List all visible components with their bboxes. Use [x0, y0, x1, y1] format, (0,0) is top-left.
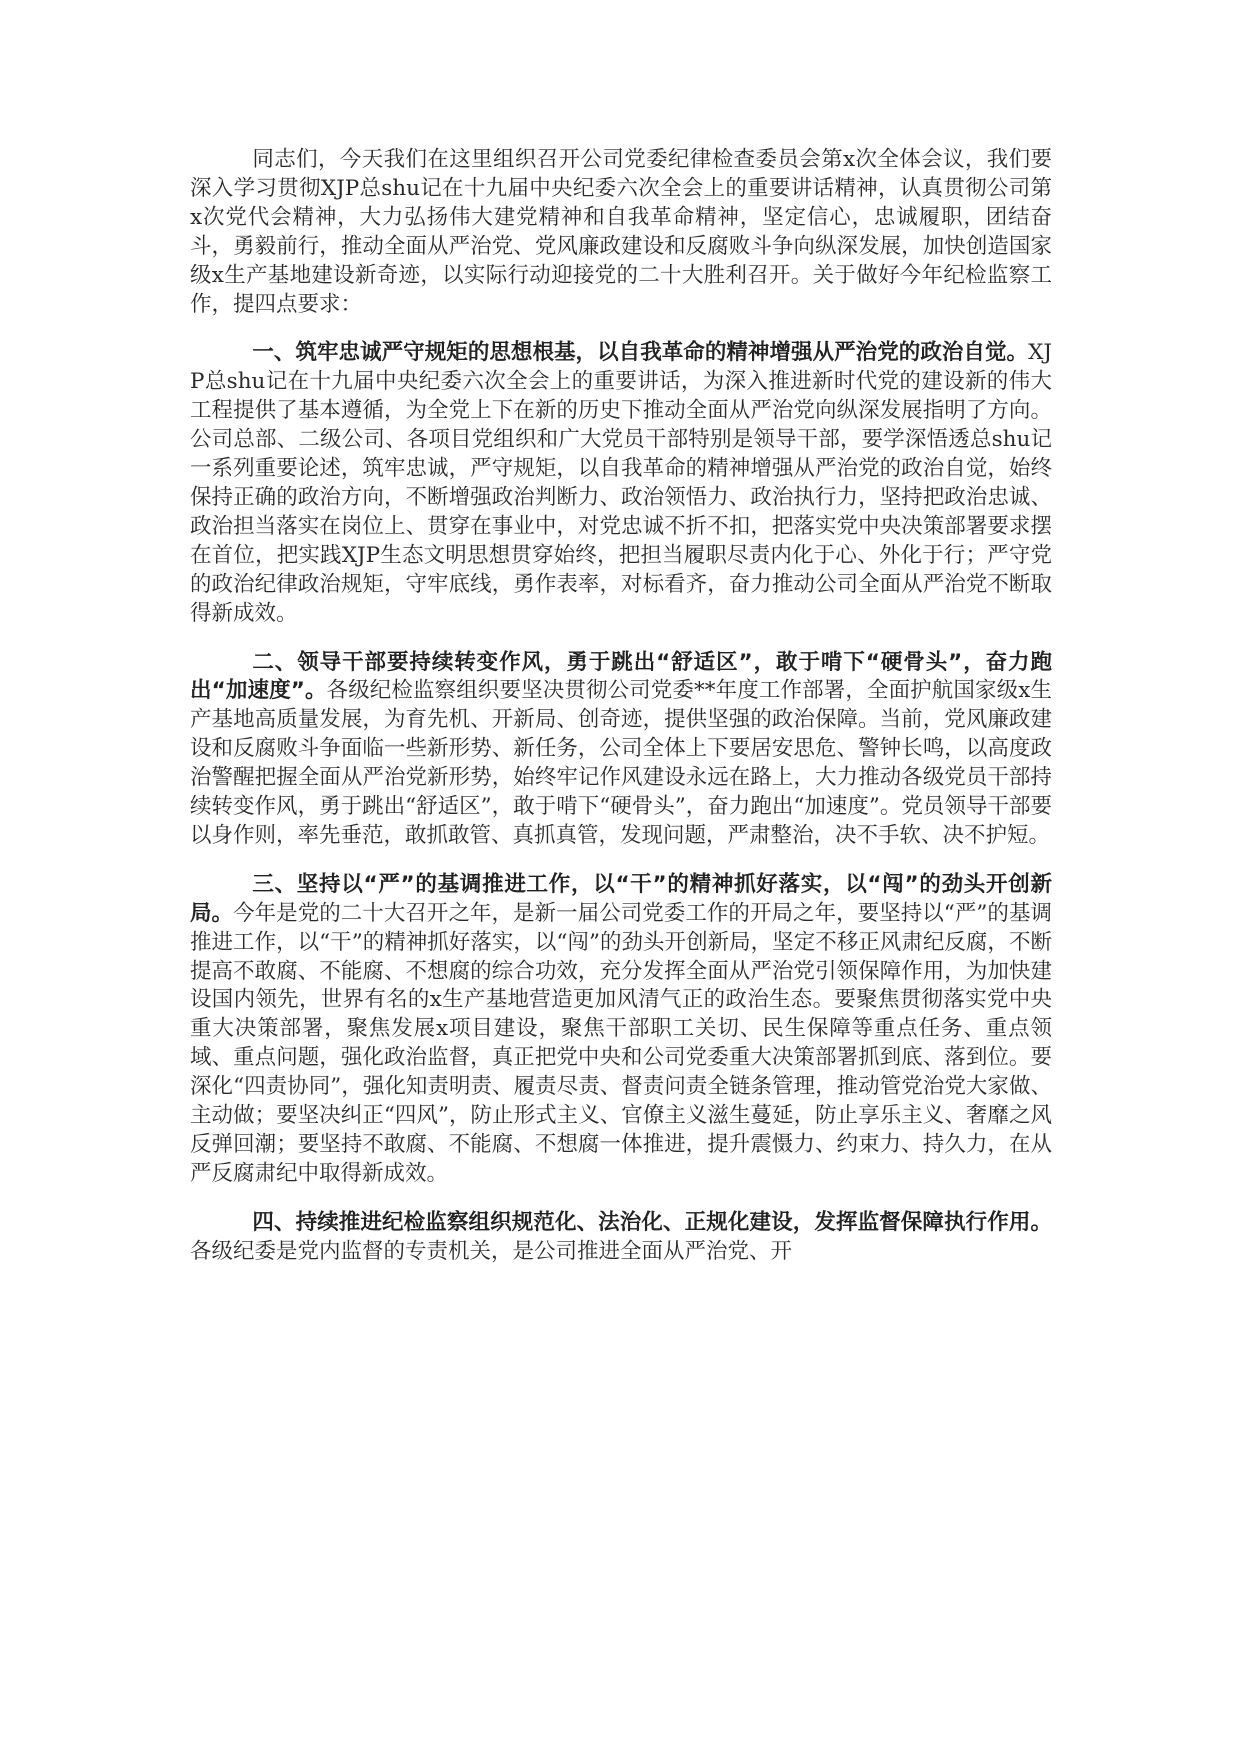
section-1-paragraph	[190, 339, 1052, 628]
section-4-body: 各级纪委是党内监督的专责机关，是公司推进全面从严治党、开	[190, 1238, 793, 1264]
section-1-body: XJP总shu记在十九届中央纪委六次全会上的重要讲话，为深入推进新时代党的建设新的伟大工程提供了基本遵循，为全党上下在新的历史下推动全面从严治党向纵深发展指明了方向。公司总部、二级公司、各项目党组织和广大党员干部特别是领导干部，要学深悟透总shu记一系列重要论述，筑牢忠诚，严守规矩，以自我革命的精神增强从严治党的政治自觉，始终保持正确的政治方向，不断增强政治判断力、政治领悟力、政治执行力，坚持把政治忠诚、政治担当落实在岗位上、贯穿在事业中，对党忠诚不折不扣，把落实党中央决策部署要求摆在首位，把实践XJP生态文明思想贯穿始终，把担当履职尽责内化于心、外化于行；严守党的政治纪律政治规矩，守牢底线，勇作表率，对标看齐，奋力推动公司全面从严治党不断取得新成效。	[190, 340, 1052, 626]
paragraph-body: 同志们，今天我们在这里组织召开公司党委纪律检查委员会第x次全体会议，我们要深入学习贯彻XJP总shu记在十九届中央纪委六次全会上的重要讲话精神，认真贯彻公司第x次党代会精神，大力弘扬伟大建党精神和自我革命精神，坚定信心，忠诚履职，团结奋斗，勇毅前行，推动全面从严治党、党风廉政建设和反腐败斗争向纵深发展，加快创造国家级x生产基地建设新奇迹，以实际行动迎接党的二十大胜利召开。关于做好今年纪检监察工作，提四点要求：	[190, 147, 1052, 317]
section-2-body: 各级纪检监察组织要坚决贯彻公司党委**年度工作部署，全面护航国家级x生产基地高质量发展，为育先机、开新局、创奇迹，提供坚强的政治保障。当前，党风廉政建设和反腐败斗争面临一些新形势、新任务，公司全体上下要居安思危、警钟长鸣，以高度政治警醒把握全面从严治党新形势，始终牢记作风建设永远在路上，大力推动各级党员干部持续转变作风，勇于跳出“舒适区”，敢于啃下“硬骨头”，奋力跑出“加速度”。党员领导干部要以身作则，率先垂范，敢抓敢管、真抓真管，发现问题，严肃整治，决不手软、决不护短。	[190, 678, 1052, 848]
intro-paragraph	[190, 146, 1052, 319]
section-1-heading: 一、筑牢忠诚严守规矩的思想根基，以自我革命的精神增强从严治党的政治自觉。	[252, 340, 1029, 366]
section-3-heading: 三、坚持以“严”的基调推进工作，以“干”的精神抓好落实，以“闯”的劲头开创新局。	[190, 871, 1052, 926]
section-2-paragraph	[190, 649, 1052, 851]
document-page	[190, 146, 1052, 1287]
section-2-heading: 二、领导干部要持续转变作风，勇于跳出“舒适区”，敢于啃下“硬骨头”，奋力跑出“加速度”。	[190, 649, 1052, 704]
section-4-paragraph	[190, 1209, 1052, 1267]
section-3-paragraph	[190, 871, 1052, 1189]
section-4-heading: 四、持续推进纪检监察组织规范化、法治化、正规化建设，发挥监督保障执行作用。	[252, 1209, 1052, 1235]
section-3-body: 今年是党的二十大召开之年，是新一届公司党委工作的开局之年，要坚持以“严”的基调推进工作，以“干”的精神抓好落实，以“闯”的劲头开创新局，坚定不移正风肃纪反腐，不断提高不敢腐、不能腐、不想腐的综合功效，充分发挥全面从严治党引领保障作用，为加快建设国内领先，世界有名的x生产基地营造更加风清气正的政治生态。要聚焦贯彻落实党中央重大决策部署，聚焦发展x项目建设，聚焦干部职工关切、民生保障等重点任务、重点领域、重点问题，强化政治监督，真正把党中央和公司党委重大决策部署抓到底、落到位。要深化“四责协同”，强化知责明责、履责尽责、督责问责全链条管理，推动管党治党大家做、主动做；要坚决纠正“四风”，防止形式主义、官僚主义滋生蔓延，防止享乐主义、奢靡之风反弹回潮；要坚持不敢腐、不能腐、不想腐一体推进，提升震慑力、约束力、持久力，在从严反腐肃纪中取得新成效。	[190, 900, 1052, 1186]
